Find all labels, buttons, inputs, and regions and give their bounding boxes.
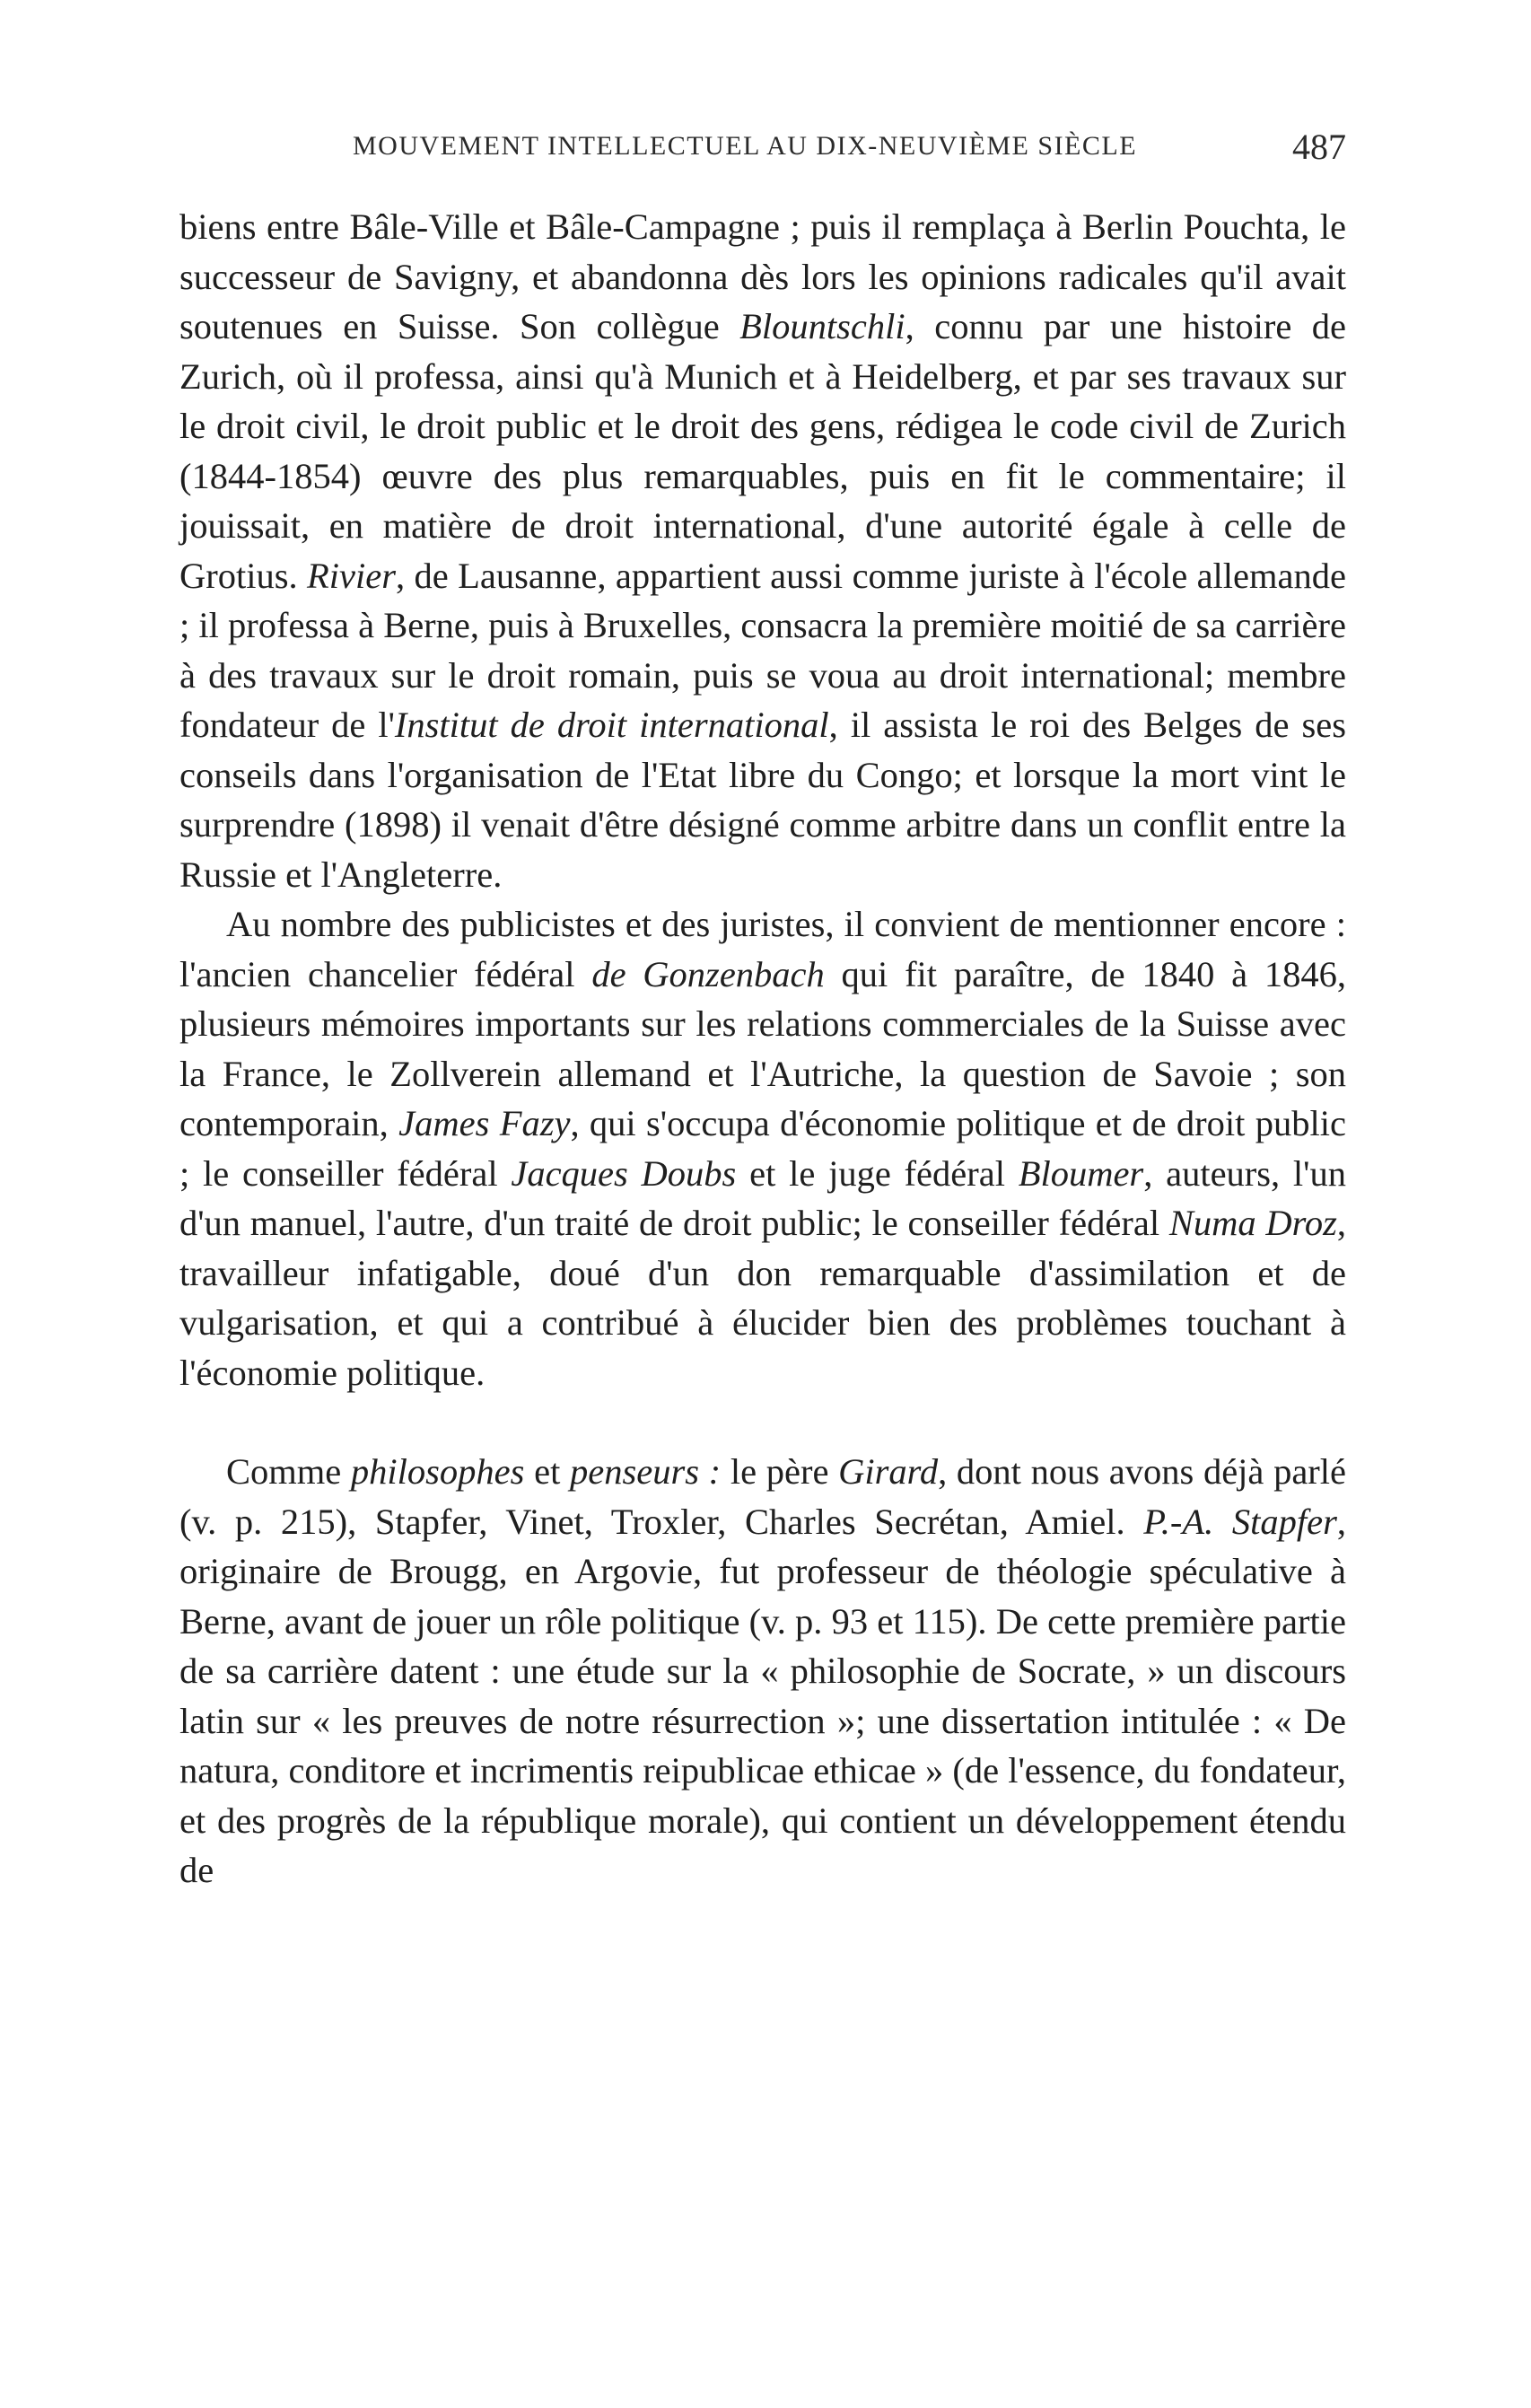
italic-name: Girard	[838, 1451, 939, 1492]
text-run: qui fit paraître, de 1840 à 1846, plusieurs mémoires importants sur les relations commerciales de la Suisse avec la France, le Zollverein allemand et l'Autriche, la question de Savoie ; son contemporain,	[179, 953, 1347, 1143]
italic-name: Rivier	[307, 555, 396, 596]
italic-name: de Gonzenbach	[591, 953, 825, 994]
text-run: , dont nous avons déjà parlé (v. p. 215), Stapfer, Vinet, Troxler, Charles Secrétan, Amiel.	[179, 1451, 1347, 1542]
paragraph-publicists	[179, 899, 1346, 1397]
italic-term: penseurs :	[570, 1451, 722, 1492]
page-header	[179, 126, 1346, 171]
text-run: , connu par une histoire de Zurich, où il professa, ainsi qu'à Munich et à Heidelberg, et par ses travaux sur le droit civil, le droit public et le droit des gens, rédigea le code civil de Zurich (1844-1854) œuvre des plus remarquables, puis en fit le commentaire; il jouissait, en matière de droit international, d'une autorité égale à celle de Grotius.	[179, 306, 1346, 596]
text-run: le père	[721, 1451, 839, 1492]
page-number: 487	[1292, 127, 1346, 167]
text-run: , qui s'occupa d'économie politique et de droit public ; le conseiller fédéral	[179, 1103, 1347, 1194]
text-run: et	[524, 1451, 571, 1492]
text-run: , originaire de Brougg, en Argovie, fut professeur de théologie spéculative à Berne, avant de jouer un rôle politique (v. p. 93 et 115). De cette première partie de sa carrière datent : une étude sur la « philosophie de Socrate, » un discours latin sur « les preuves de notre résurrection »; une dissertation intitulée : « De natura, conditore et incrimentis reipublicae ethicae » (de l'essence, du fondateur, et des progrès de la république morale), qui contient un développement étendu de	[179, 1501, 1346, 1890]
text-run: , de Lausanne, appartient aussi comme juriste à l'école allemande ; il professa à Berne, puis à Bruxelles, consacra la première moitié de sa carrière à des travaux sur le droit romain, puis se voua au droit international; membre fondateur de l'	[179, 555, 1346, 745]
paragraph-philosophers	[179, 1447, 1346, 1896]
body-text	[179, 202, 1346, 1896]
running-title: MOUVEMENT INTELLECTUEL AU DIX-NEUVIÈME SIÈCLE	[353, 131, 1138, 161]
italic-title: Institut de droit international	[394, 705, 829, 745]
italic-name: Bloumer	[1018, 1152, 1144, 1194]
text-run: Comme	[226, 1451, 351, 1492]
italic-name: P.-A. Stapfer	[1143, 1501, 1337, 1542]
text-run: et le juge fédéral	[736, 1152, 1019, 1194]
paragraph-jurists-continued	[179, 202, 1346, 899]
italic-name: Numa Droz	[1168, 1203, 1337, 1243]
text-run: , il assista le roi des Belges de ses conseils dans l'organisation de l'Etat libre du Congo; et lorsque la mort vint le surprendre (1898) il venait d'être désigné comme arbitre dans un conflit entre la Russie et l'Angleterre.	[179, 705, 1347, 895]
text-run: , travailleur infatigable, doué d'un don remarquable d'assimilation et de vulgarisation, et qui a contribué à élucider bien des problèmes touchant à l'économie politique.	[179, 1203, 1347, 1393]
text-run: Au nombre des publicistes et des juristes, il convient de mentionner encore : l'ancien chancelier fédéral	[179, 904, 1346, 994]
italic-name: Jacques Doubs	[511, 1152, 737, 1194]
text-run: biens entre Bâle-Ville et Bâle-Campagne ; puis il remplaça à Berlin Pouchta, le successeur de Savigny, et abandonna dès lors les opinions radicales qu'il avait soutenues en Suisse. Son collègue	[179, 206, 1346, 346]
italic-term: philosophes	[350, 1451, 525, 1492]
italic-name: Blountschli	[739, 306, 905, 346]
text-run: , auteurs, l'un d'un manuel, l'autre, d'un traité de droit public; le conseiller fédéral	[179, 1152, 1346, 1243]
italic-name: James Fazy	[398, 1103, 571, 1143]
